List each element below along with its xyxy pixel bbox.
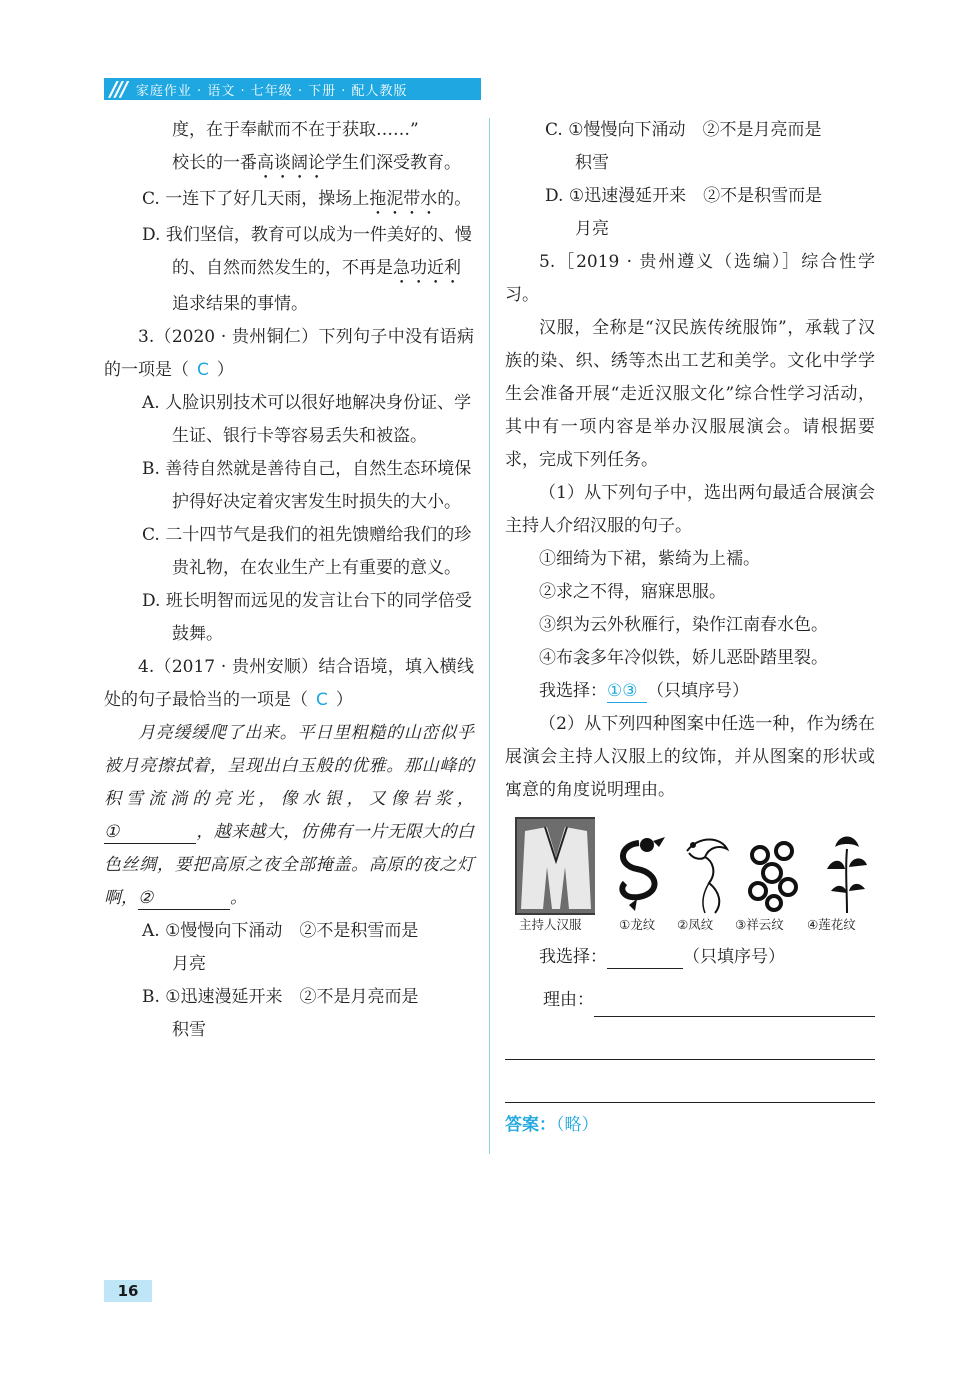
task-2: （2）从下列四种图案中任选一种，作为绣在展演会主持人汉服上的纹饰，并从图案的形状或寓意的角度说明理由。	[505, 714, 875, 800]
text: 月亮	[172, 954, 206, 974]
choice-2-line	[505, 941, 875, 974]
text: 月亮缓缓爬了出来。平日里粗糙的山峦似乎被月亮擦拭着，呈现出白玉般的优雅。那山峰的积雪流淌的亮光，像水银，又像岩浆，	[104, 723, 474, 809]
text: 月亮	[575, 219, 609, 239]
column-divider	[489, 118, 490, 1154]
question-5-intro: 汉服，全称是“汉民族传统服饰”，承载了汉族的染、织、绣等杰出工艺和美学。文化中学学生会准备开展“走近汉服文化”综合性学习活动，其中有一项内容是举办汉服展演会。请根据要求，完成下列任务。	[505, 318, 875, 470]
question-stem: 3.（2020 · 贵州铜仁）下列句子中没有语病的一项是（	[104, 327, 474, 380]
caption-lotus: ④莲花纹	[807, 917, 856, 932]
text: C. ①慢慢向下涌动 ②不是月亮而是	[545, 120, 822, 140]
option-b-continuation	[104, 114, 474, 183]
caption-cloud: ③祥云纹	[735, 917, 784, 932]
reason-label: 理由：	[543, 990, 594, 1010]
text: ）	[335, 690, 353, 710]
sentence-4: ④布衾多年冷似铁，娇儿恶卧踏里裂。	[539, 648, 828, 668]
task-1: （1）从下列句子中，选出两句最适合展演会主持人介绍汉服的句子。	[505, 483, 875, 536]
caption-dragon: ①龙纹	[619, 917, 656, 932]
emphasized-text: 高谈阔论	[257, 153, 325, 173]
q3-option-a: A. 人脸识别技术可以很好地解决身份证、学生证、银行卡等容易丢失和被盗。	[142, 393, 472, 446]
lotus-pattern-icon	[817, 829, 875, 915]
choice-1-answer: ①③	[607, 680, 647, 703]
option-d	[104, 219, 474, 321]
text: ，越来越大，仿佛有一片无限大的白色丝绸，要把高原之夜全部掩盖。高原的夜之灯啊，	[104, 822, 474, 908]
answer-mark: C	[197, 360, 209, 380]
answer-label: 答案：	[505, 1115, 556, 1135]
emphasized-text: 水	[420, 189, 438, 209]
q4-option-c	[505, 114, 875, 180]
text: 的。	[437, 189, 472, 209]
emphasized-text: 急功近利	[393, 258, 461, 278]
auspicious-cloud-pattern-icon	[746, 839, 803, 915]
slash-icon: ///	[110, 77, 126, 101]
text: 积雪	[172, 1020, 206, 1040]
sentence-2: ②求之不得，寤寐思服。	[539, 582, 726, 602]
text: A. ①慢慢向下涌动 ②不是积雪而是	[142, 921, 419, 941]
choice-2-blank[interactable]	[607, 946, 683, 969]
answer-line	[505, 1109, 875, 1142]
question-5-head: 5.［2019 · 贵州遵义（选编）］综合性学习。	[505, 252, 875, 305]
text: ）	[216, 360, 234, 380]
question-3	[104, 321, 474, 387]
sentence-3: ③织为云外秋雁行，染作江南春水色。	[539, 615, 828, 635]
label: 我选择：	[539, 947, 607, 967]
text: B. ①迅速漫延开来 ②不是月亮而是	[142, 987, 419, 1007]
left-column	[104, 114, 474, 1047]
phoenix-pattern-icon	[679, 831, 734, 915]
sentence-1: ①细绮为下裙，紫绮为上襦。	[539, 549, 760, 569]
text: 。	[230, 888, 247, 908]
question-stem: 4.（2017 · 贵州安顺）结合语境，填入横线处的句子最恰当的一项是（	[104, 657, 474, 710]
reason-blank[interactable]	[594, 996, 875, 1017]
text: 度，在于奉献而不在于获取……”	[172, 120, 419, 140]
blank-1: ①	[104, 821, 196, 844]
text: 学生们深受教育。	[325, 153, 461, 173]
choice-1-line	[505, 675, 875, 708]
q3-option-d: D. 班长明智而远见的发言让台下的同学倍受鼓舞。	[142, 591, 472, 644]
label: 我选择：	[539, 681, 607, 701]
page-number: 16	[104, 1280, 152, 1302]
hanfu-robe-image	[515, 817, 595, 915]
caption-phoenix: ②凤纹	[677, 917, 714, 932]
emphasized-text: 拖泥带	[369, 189, 421, 209]
answer-mark: C	[316, 690, 328, 710]
header-banner	[104, 78, 481, 100]
answer-text: （略）	[556, 1115, 599, 1135]
q4-option-a	[104, 915, 474, 981]
reason-blank-2[interactable]	[505, 1017, 875, 1060]
text: D. ①迅速漫延开来 ②不是积雪而是	[545, 186, 823, 206]
q4-option-d	[505, 180, 875, 246]
option-c	[104, 183, 474, 219]
q3-option-b: B. 善待自然就是善待自己，自然生态环境保护得好决定着灾害发生时损失的大小。	[142, 459, 472, 512]
q4-option-b	[104, 981, 474, 1047]
question-4	[104, 651, 474, 717]
header-title: 家庭作业 · 语文 · 七年级 · 下册 · 配人教版	[135, 83, 408, 99]
caption-hanfu: 主持人汉服	[519, 917, 582, 932]
reading-passage	[104, 717, 474, 915]
text: C. 一连下了好几天雨，操场上	[142, 189, 370, 209]
reason-blank-3[interactable]	[505, 1060, 875, 1103]
q3-option-c: C. 二十四节气是我们的祖先馈赠给我们的珍贵礼物，在农业生产上有重要的意义。	[142, 525, 472, 578]
note: （只填序号）	[647, 681, 749, 701]
text: 校长的一番	[172, 153, 257, 173]
text: 积雪	[575, 153, 609, 173]
reason-line	[505, 984, 875, 1017]
dragon-pattern-icon	[609, 835, 667, 915]
figure-captions	[519, 915, 875, 935]
text: 追求结果的事情。	[172, 294, 308, 314]
pattern-figures	[515, 815, 875, 915]
note: （只填序号）	[683, 947, 785, 967]
text: D. 我们坚信，教育可以成为一件美好的、慢的、自然而然发生的，不再是	[142, 225, 472, 278]
right-column	[505, 114, 875, 1142]
blank-2: ②	[138, 887, 230, 910]
